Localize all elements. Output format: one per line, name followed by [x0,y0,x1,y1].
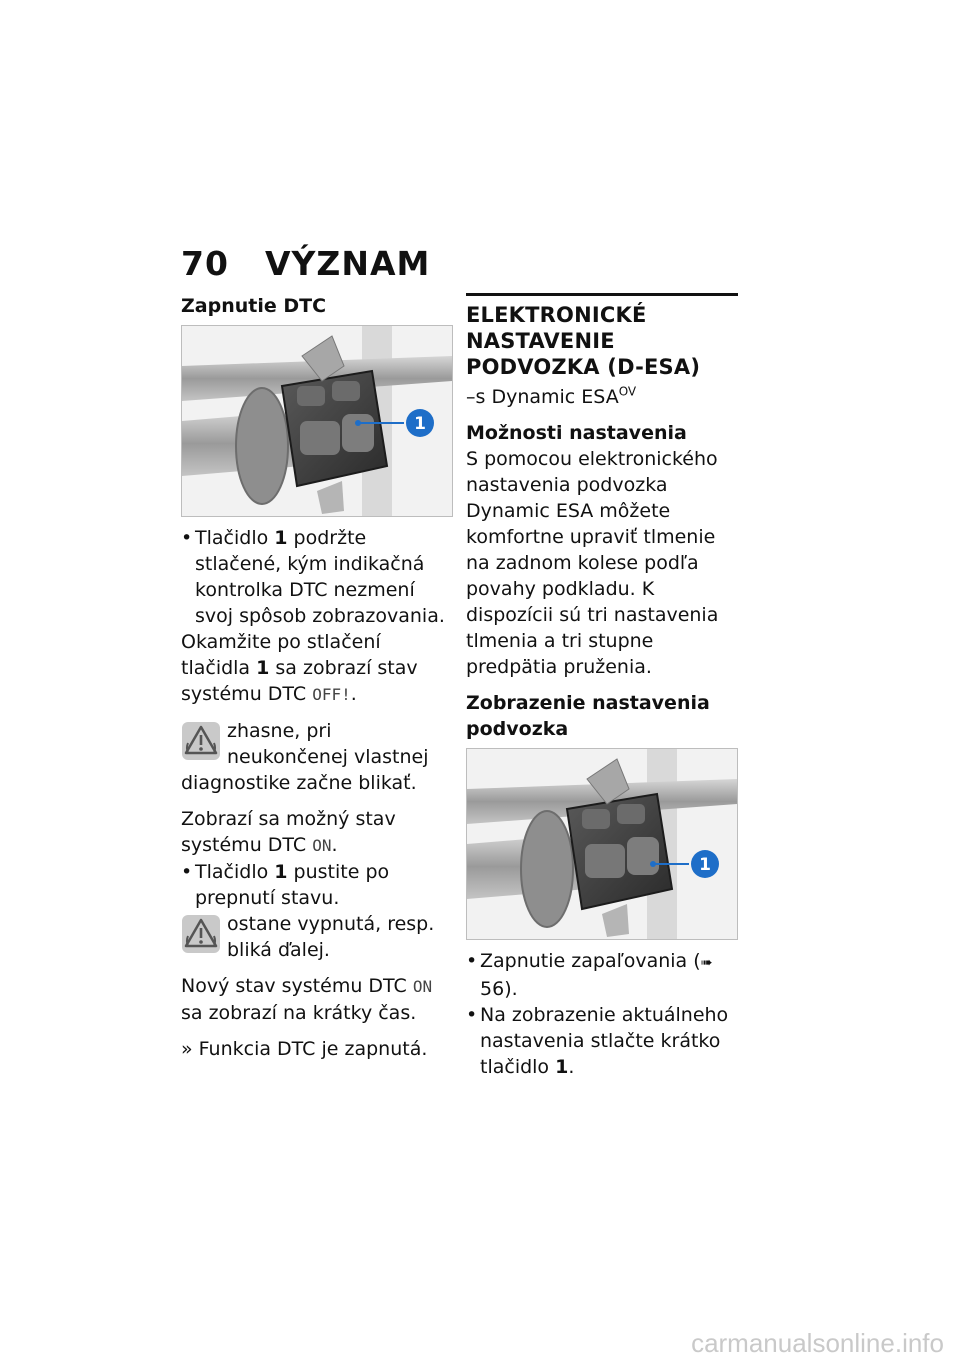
warning-text: zhasne, pri neukončenej vlastnej diagnostike začne blikať. [181,720,429,794]
result-marker: » [181,1038,193,1060]
variant-note [466,384,738,410]
step-press-button [181,525,453,629]
heading-options: Možnosti nastavenia [466,422,687,444]
heading-dtc-on: Zapnutie DTC [181,295,327,317]
callout-1: 1 [699,855,711,875]
text: sa zobrazí stav systému DTC [181,657,418,705]
step-text: Tlačidlo [195,527,275,549]
step-text: Tlačidlo [195,861,275,883]
watermark: carmanualsonline.info [691,1328,944,1358]
step-text: pustite po prepnutí stavu. [195,861,390,909]
warning-note-2 [181,911,453,963]
text: sa zobrazí na krátky čas. [181,1002,417,1024]
callout-1: 1 [414,414,426,434]
section-heading-desa: ELEKTRONICKÉ NASTAVENIE PODVOZKA (D-ESA) [466,293,738,380]
heading-display-setting: Zobrazenie nastavenia podvozka [466,692,710,740]
text: Zobrazí sa možný stav systému DTC [181,808,396,856]
step-ignition-on [466,948,738,1002]
button-ref: 1 [274,527,288,549]
text: Okamžite po stlačení tlačidla [181,631,381,679]
page-number: 70 [181,244,229,283]
text: Nový stav systému DTC [181,975,413,997]
display-code: ON [412,977,433,996]
figure-switch-desa [466,748,738,940]
result-line [181,1036,453,1062]
display-code: ON [312,836,332,855]
paragraph-status-on [181,806,453,859]
step-show-setting [466,1002,738,1080]
variant-code: OV [618,384,637,399]
page-ref[interactable]: 56 [480,978,505,1000]
paragraph-new-status [181,973,453,1026]
left-column [181,293,453,1062]
step-release-button [181,859,453,911]
text: . [331,834,338,856]
section-title: VÝZNAM [265,244,431,283]
paragraph-status-off [181,629,453,708]
right-column [466,293,738,1080]
variant-text: –s Dynamic ESA [466,386,619,408]
step-text: Zapnutie zapaľovania ( [480,950,701,972]
figure-switch-dtc [181,325,453,517]
warning-text: ostane vypnutá, resp. bliká ďalej. [227,913,435,961]
warning-note-1 [181,718,453,796]
step-text: Na zobrazenie aktuálneho nastavenia stlačte krátko tlačidlo [480,1004,729,1078]
step-text: ). [504,978,518,1000]
page-ref-arrow-icon: ➠ [700,955,713,971]
handlebar-switch-illustration [467,749,737,939]
handlebar-switch-illustration [182,326,452,516]
button-ref: 1 [256,657,270,679]
display-code: OFF! [312,685,351,704]
button-ref: 1 [555,1056,569,1078]
text: . [350,683,357,705]
warning-light-icon [181,721,221,761]
step-text: podržte stlačené, kým indikačná kontrolka DTC nezmení svoj spôsob zobrazovania. [195,527,445,627]
button-ref: 1 [274,861,288,883]
page-header [181,244,430,283]
result-text: Funkcia DTC je zapnutá. [198,1038,428,1060]
paragraph-options: S pomocou elektronického nastavenia podvozka Dynamic ESA môžete komfortne upraviť tlmenie na zadnom kolese podľa povahy podkladu. K dispozícii sú tri nastavenia tlmenia a tri stupne predpätia pruženia. [466,448,719,678]
step-text: . [568,1056,575,1078]
warning-light-icon [181,914,221,954]
